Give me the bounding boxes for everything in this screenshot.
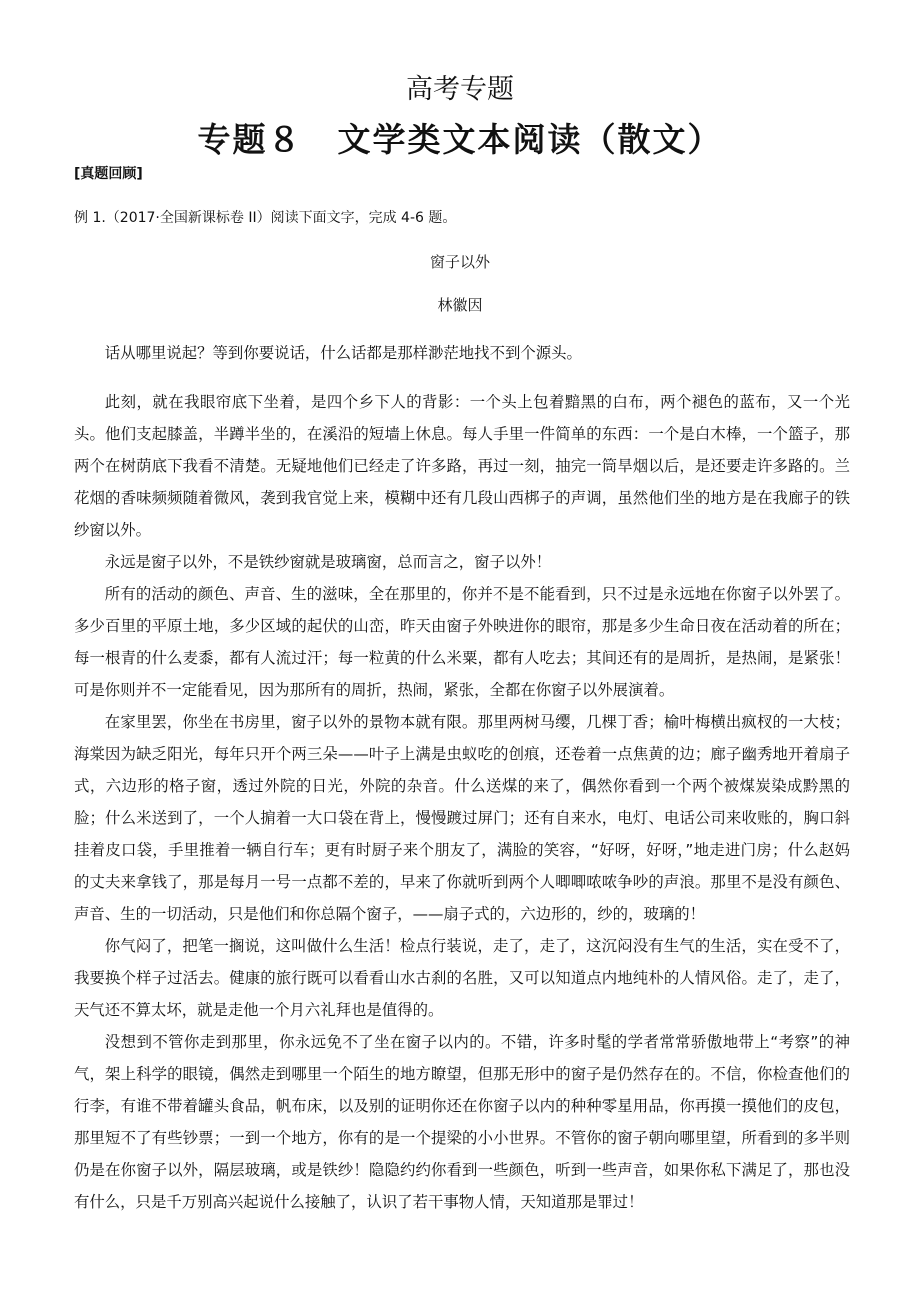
essay-paragraph: 话从哪里说起？等到你要说话，什么话都是那样渺茫地找不到个源头。 bbox=[104, 344, 582, 362]
essay-paragraph: 没想到不管你走到那里，你永远免不了坐在窗子以内的。不错，许多时髦的学者常常骄傲地带上“考察”的神气，架上科学的眼镜，偶然走到哪里一个陌生的地方瞭望，但那无形中的窗子是仍然存在的。不信，你检查他们的行李，有谁不带着罐头食品，帆布床，以及别的证明你还在你窗子以内的种种零星用品，你再摸一摸他们的皮包，那里短不了有些钞票；一到一个地方，你有的是一个提梁的小小世界。不管你的窗子朝向哪里望，所看到的多半则仍是在你窗子以外，隔层玻璃，或是铁纱！隐隐约约你看到一些颜色，听到一些声音，如果你私下满足了，那也没有什么，只是千万别高兴起说什么接触了，认识了若干事物人情，天知道那是罪过！ bbox=[74, 1033, 850, 1211]
essay-author: 林徽因 bbox=[437, 296, 483, 314]
essay-title: 窗子以外 bbox=[429, 253, 490, 271]
document-title: 专题８ 文学类文本阅读（散文） bbox=[197, 120, 723, 159]
section-label: [真题回顾] bbox=[74, 166, 143, 182]
essay-paragraph: 永远是窗子以外，不是铁纱窗就是玻璃窗，总而言之，窗子以外！ bbox=[104, 553, 552, 571]
example-intro: 例 1.（2017·全国新课标卷 II）阅读下面文字，完成 4-6 题。 bbox=[74, 210, 457, 226]
document-subtitle: 高考专题 bbox=[406, 74, 514, 105]
essay-paragraph: 此刻，就在我眼帘底下坐着，是四个乡下人的背影：一个头上包着黯黑的白布，两个褪色的蓝布，又一个光头。他们支起膝盖，半蹲半坐的，在溪沿的短墙上休息。每人手里一件简单的东西：一个是白木棒，一个篮子，那两个在树荫底下我看不清楚。无疑地他们已经走了许多路，再过一刻，抽完一筒旱烟以后，是还要走许多路的。兰花烟的香味频频随着微风，袭到我官觉上来，模糊中还有几段山西梆子的声调，虽然他们坐的地方是在我廊子的铁纱窗以外。 bbox=[74, 393, 850, 539]
essay-paragraph: 所有的活动的颜色、声音、生的滋味，全在那里的，你并不是不能看到，只不过是永远地在你窗子以外罢了。多少百里的平原土地，多少区域的起伏的山峦，昨天由窗子外映进你的眼帘，那是多少生命日夜在活动着的所在；每一根青的什么麦黍，都有人流过汗；每一粒黄的什么米粟，都有人吃去；其间还有的是周折，是热闹，是紧张！可是你则并不一定能看见，因为那所有的周折，热闹，紧张，全都在你窗子以外展演着。 bbox=[74, 585, 850, 699]
essay-paragraph: 在家里罢，你坐在书房里，窗子以外的景物本就有限。那里两树马缨，几棵丁香；榆叶梅横出疯杈的一大枝；海棠因为缺乏阳光，每年只开个两三朵——叶子上满是虫蚁吃的创痕，还卷着一点焦黄的边；廊子幽秀地开着扇子式，六边形的格子窗，透过外院的日光，外院的杂音。什么送煤的来了，偶然你看到一个两个被煤炭染成黔黑的脸；什么米送到了，一个人掮着一大口袋在背上，慢慢踱过屏门；还有自来水，电灯、电话公司来收账的，胸口斜挂着皮口袋，手里推着一辆自行车；更有时厨子来个朋友了，满脸的笑容，“好呀，好呀，”地走进门房；什么赵妈的丈夫来拿钱了，那是每月一号一点都不差的，早来了你就听到两个人唧唧哝哝争吵的声浪。那里不是没有颜色、声音、生的一切活动，只是他们和你总隔个窗子，——扇子式的，六边形的，纱的，玻璃的！ bbox=[74, 713, 850, 923]
essay-paragraph: 你气闷了，把笔一搁说，这叫做什么生活！检点行装说，走了，走了，这沉闷没有生气的生活，实在受不了，我要换个样子过活去。健康的旅行既可以看看山水古刹的名胜，又可以知道点内地纯朴的人情风俗。走了，走了，天气还不算太坏，就是走他一个月六礼拜也是值得的。 bbox=[74, 937, 850, 1019]
essay-body bbox=[74, 337, 850, 1218]
